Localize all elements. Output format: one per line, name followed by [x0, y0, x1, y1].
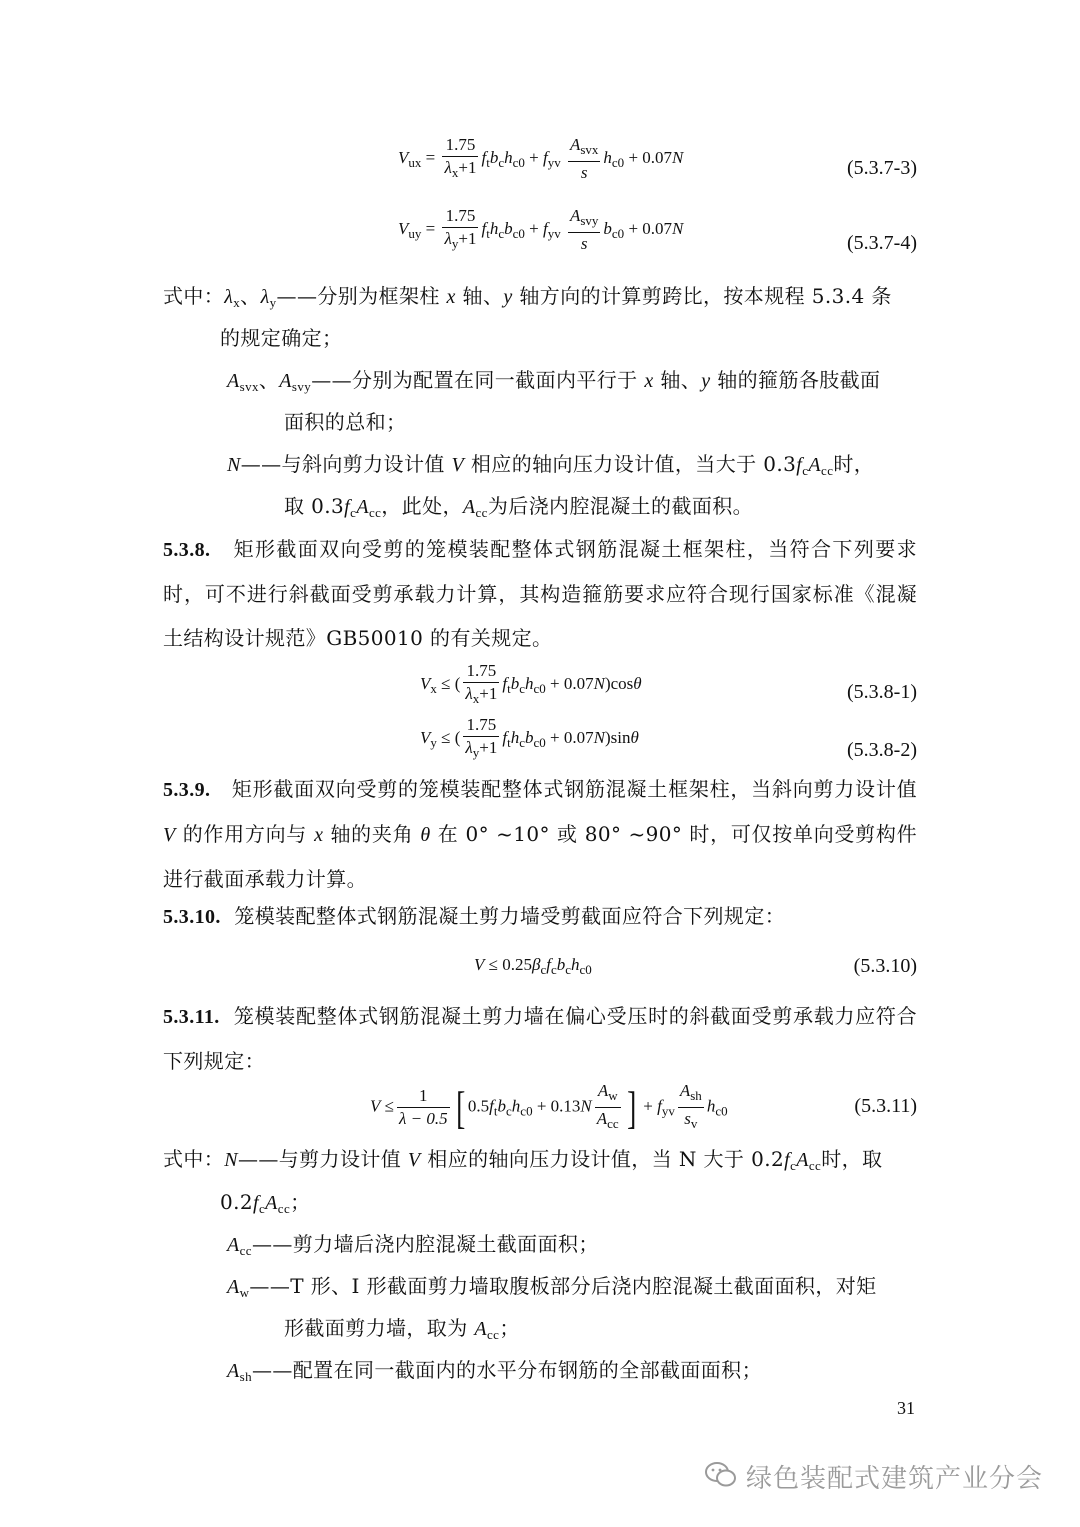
equation-number: (5.3.8-2): [847, 739, 917, 761]
definition-n-5311: 式中：N——与剪力设计值 V 相应的轴向压力设计值，当 N 大于 $0.2f_cA_{cc}$时，取: [163, 1147, 883, 1173]
definition-n-5311-line2: $0.2f_cA_{cc}$；: [220, 1190, 311, 1216]
watermark-text: 绿色装配式建筑产业分会: [746, 1464, 1044, 1494]
definition-n-line2: 取 $0.3f_cA_{cc}$，此处，$A_{cc}$为后浇内腔混凝土的截面积。: [284, 494, 754, 520]
eq-fraction: $\frac{1.75}{\lambda_y+1}$: [444, 206, 477, 251]
equation-number: (5.3.7-3): [847, 157, 917, 179]
equation-number: (5.3.11): [854, 1095, 917, 1117]
clause-number: 5.3.11.: [163, 1006, 220, 1028]
definition-aw: $A_w——T$ 形、I 形截面剪力墙取腹板部分后浇内腔混凝土截面面积，对矩: [227, 1274, 877, 1300]
eq-symbol: V: [398, 147, 409, 167]
equation-5-3-7-3: $V_{ux}$ = $\frac{1.75}{\lambda_x+1}$ $f_tb_ch_{c0} + f_{yv}$ $\frac{A_{svx}}{s}$ $h_{c0} + 0.07N$: [398, 135, 684, 182]
equation-number: (5.3.10): [853, 955, 917, 977]
definition-asv-line2: 面积的总和；: [284, 410, 407, 434]
fraction-numerator: 1.75: [442, 134, 478, 157]
definition-lambda: 式中：$\lambda_x$、$\lambda_y——$分别为框架柱 x 轴、y 轴方向的计算剪跨比，按本规程 5.3.4 条: [163, 284, 892, 310]
clause-5-3-11: [163, 994, 917, 1083]
eq-subscript: ux: [408, 154, 422, 170]
definition-n: N——与斜向剪力设计值 V 相应的轴向压力设计值，当大于 $0.3f_cA_{cc}$时，: [227, 452, 875, 478]
equation-5-3-11: V ≤ $\frac{1}{\lambda - 0.5}$ [ $0.5f_tb_ch_{c0} + 0.13N$ $\frac{A_w}{A_{cc}}$ ] + $f_{yv}$ $\frac{A_{sh}}{s_v}$ $h_{c0}$: [370, 1081, 728, 1133]
clause-text: 笼模装配整体式钢筋混凝土剪力墙受剪截面应符合下列规定：: [234, 904, 786, 928]
definition-asv: $A_{svx}$、$A_{svy}——$分别为配置在同一截面内平行于 x 轴、y 轴的箍筋各肢截面: [227, 368, 881, 394]
eq-fraction: $\frac{A_{svx}}{s}$: [569, 135, 599, 182]
clause-text: 笼模装配整体式钢筋混凝土剪力墙在偏心受压时的斜截面受剪承载力应符合下列规定：: [163, 1004, 917, 1073]
clause-5-3-9: 5.3.9. 矩形截面双向受剪的笼模装配整体式钢筋混凝土框架柱，当斜向剪力设计值 V 的作用方向与 x 轴的夹角 θ 在 0° ~10° 或 80° ~90° 时，可仅按单向受剪构件进行截面承载力计算。: [163, 777, 917, 891]
clause-number: 5.3.9.: [163, 779, 211, 801]
clause-5-3-10: [163, 894, 917, 939]
equation-5-3-7-4: $V_{uy}$ = $\frac{1.75}{\lambda_y+1}$ $f_th_cb_{c0} + f_{yv}$ $\frac{A_{svy}}{s}$ $b_{c0} + 0.07N$: [398, 206, 684, 253]
clause-number: 5.3.8.: [163, 539, 211, 561]
clause-5-3-8: [163, 527, 917, 660]
clause-number: 5.3.10.: [163, 906, 221, 928]
page-number: 31: [897, 1398, 915, 1418]
equation-5-3-10: $V \le 0.25\beta_cf_cb_ch_{c0}$: [474, 955, 592, 977]
fraction-denominator: $\lambda_x+1$: [444, 158, 477, 180]
equation-number: (5.3.7-4): [847, 232, 917, 254]
definition-aw-line2: 形截面剪力墙，取为 $A_{cc}$；: [284, 1316, 520, 1342]
equation-number: (5.3.8-1): [847, 681, 917, 703]
eq-fraction: $\frac{A_{svy}}{s}$: [569, 206, 599, 253]
definition-ash: $A_{sh}——$配置在同一截面内的水平分布钢筋的全部截面面积；: [227, 1358, 762, 1384]
definition-acc: $A_{cc}——$剪力墙后浇内腔混凝土截面面积；: [227, 1232, 599, 1258]
eq-fraction: [442, 134, 478, 184]
eq-operator: =: [421, 147, 436, 167]
definition-lambda-line2: 的规定确定；: [220, 326, 343, 350]
equation-5-3-8-2: $V_y$ ≤ ( $\frac{1.75}{\lambda_y+1}$ $f_th_cb_{c0} + 0.07N)\sin\theta$: [420, 715, 639, 760]
equation-5-3-8-1: $V_x$ ≤ ( $\frac{1.75}{\lambda_x+1}$ $f_tb_ch_{c0} + 0.07N)\cos\theta$: [420, 661, 642, 706]
clause-text: 矩形截面双向受剪的笼模装配整体式钢筋混凝土框架柱，当符合下列要求时，可不进行斜截面受剪承载力计算，其构造箍筋要求应符合现行国家标准《混凝土结构设计规范》GB50010 的有关规定。: [163, 537, 917, 650]
wechat-icon: [704, 1460, 738, 1494]
